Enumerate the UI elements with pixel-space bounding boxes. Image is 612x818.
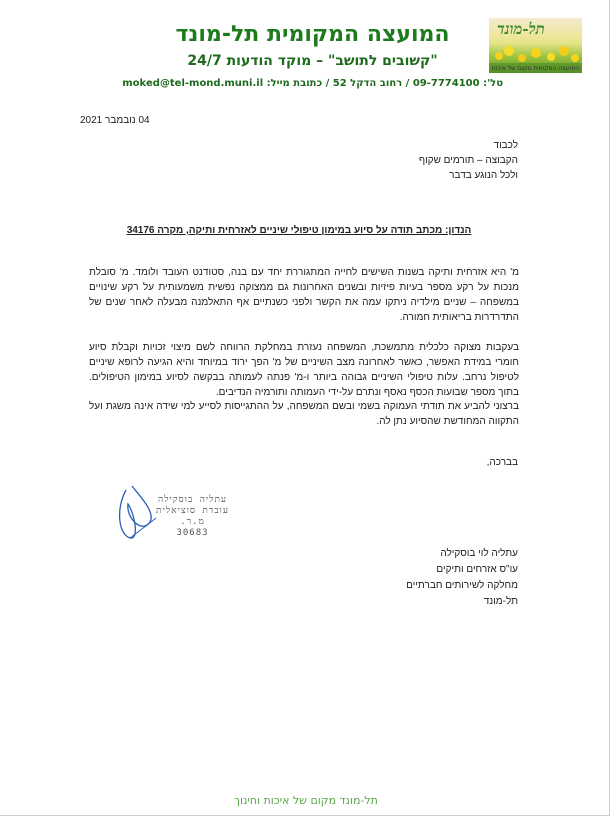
body-paragraph: בעקבות מצוקה כלכלית מתמשכת, המשפחה נעזרת במחלקת הרווחה לשם מיצוי זכויות וקבלת סיוע חומרי במידת האפשר, כאשר לאחרונה מצב השיניים של מ' הפך ירוד במיוחד והיא הגיעה לרופא שיניים לטיפול נרחב. עלות טיפולי השיניים גבוהה ביותר ו-מ' פנתה לעמותה בבקשה לסיוע במימון הטיפולים. בתוך מספר שבועות הכסף נאסף ונתרם על-ידי העמותה ותורמיה הנדיבים. [89,342,519,398]
recipient-line: ולכל הנוגע בדבר [449,170,518,181]
contact-line: טל': 09-7774100 / רחוב הדקל 52 / כתובת מייל: moked@tel-mond.muni.il [122,78,503,89]
body-paragraph: מ' היא אזרחית ותיקה בשנות השישים לחייה המתגוררת יחד עם בנה, סטודנט העובד ולומד. מ' סובלת מנכות על רקע מספר בעיות פיזיות ובשנים האחרונות גם ממצוקה נפשית משמעותית על רקע שינויים במשפחה – שניים מילדיה ניתקו עמה את הקשר ולפני כשנתיים אף התאלמנה מבעלה לאחר שנים של התדרדרות בריאותית חמורה. [89,267,519,323]
signer-block [318,546,518,610]
hotline-subtitle: "קשובים לתושב" – מוקד הודעות 24/7 [187,53,438,69]
letter-date: 04 נובמבר 2021 [80,115,150,126]
stamp-line: עובדת סוציאלית [156,506,229,516]
logo-tagline: המועצה המקומית מקום של איכות [491,65,580,72]
body-paragraph: ברצוני להביע את תודתי העמוקה בשמי ובשם המשפחה, על ההתגייסות לסייע למי שידה אינה משגת ועל התקווה המחודשת שהסיוע נתן לה. [89,401,519,427]
stamp-line: 30683 [176,528,209,538]
footer-slogan: תל-מונד מקום של איכות וחינוך [234,794,378,807]
municipality-logo [489,18,582,73]
council-title: המועצה המקומית תל-מונד [175,22,450,47]
recipients-block [258,138,518,183]
signer-line: מחלקה לשירותים חברתיים [406,580,518,591]
social-worker-stamp [150,495,235,539]
signer-line: תל-מונד [483,596,518,607]
recipient-line: הקבוצה – תורמים שקוף [418,155,518,166]
signer-line: עו"ס אזרחים ותיקים [436,564,518,575]
recipient-line: לכבוד [493,140,518,151]
closing-greeting: בברכה, [486,457,518,468]
stamp-line: עתליה בוסקילה [157,495,228,505]
signer-line: עתליה לוי בוסקילה [440,548,518,559]
stamp-line: מ.ר. [180,517,205,527]
logo-text: תל-מונד [497,20,545,38]
letter-subject: הנדון: מכתב תודה על סיוע במימון טיפולי שיניים לאזרחית ותיקה, מקרה 34176 [126,225,472,236]
